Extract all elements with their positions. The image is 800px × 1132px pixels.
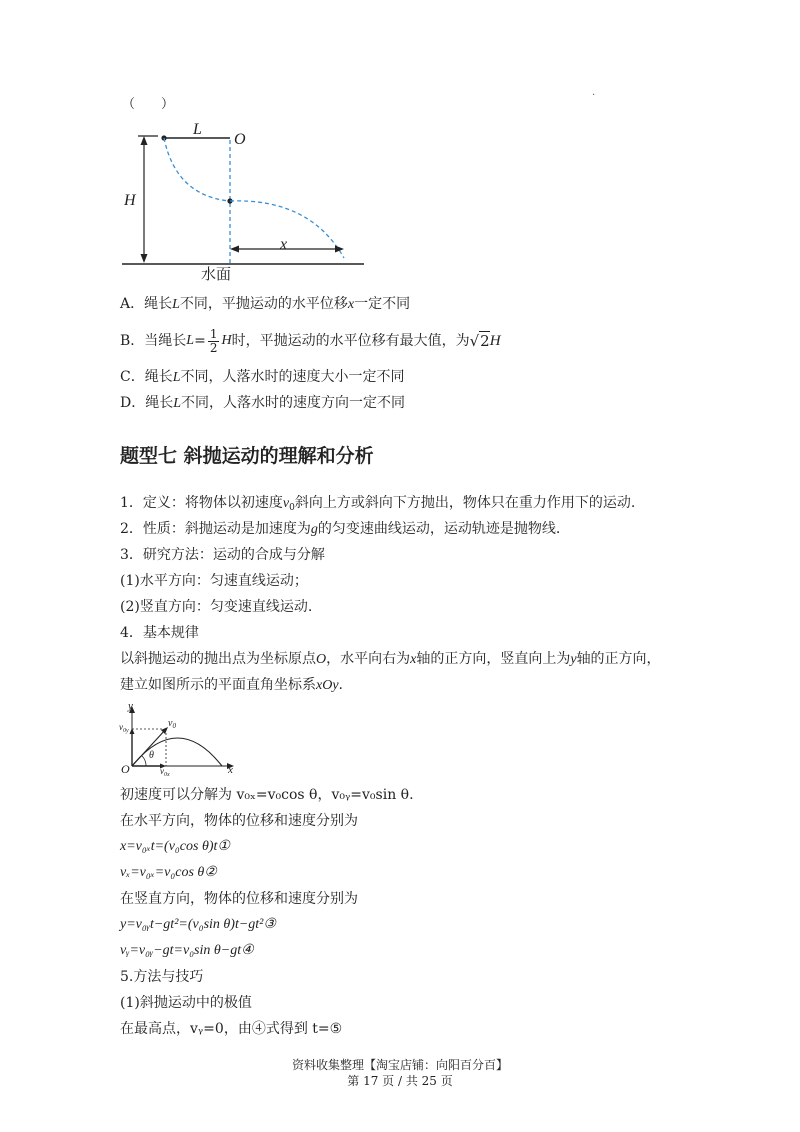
oblique-projectile-figure [118,700,240,780]
item-basic-law: 4．基本规律 [120,625,199,641]
label-H: H [124,192,136,209]
footer-source: 资料收集整理【淘宝店铺：向阳百分百】 [291,1058,508,1072]
eq-horizontal-intro: 在水平方向，物体的位移和速度分别为 [120,813,358,829]
question-bracket: （ ） [122,97,175,112]
footer-page-number: 第 17 页 / 共 25 页 [347,1074,453,1088]
swing-arc [164,138,230,201]
item-definition: 1．定义：将物体以初速度$v_0$斜向上方或斜向下方抛出，物体只在重力作用下的运动. [120,495,636,513]
pendulum-figure [118,118,378,286]
option-c: C．绳长L不同，人落水时的速度大小一定不同 [120,369,405,385]
option-b: B．当绳长 L = $\frac{1}{2}$ H 时，平抛运动的水平位移有最大值，为 √2 H [120,326,501,355]
h-arrow-up [141,136,148,145]
label-L: L [193,121,202,138]
eq-1: x=v₀ₓt=(v₀cos θ)t① [120,839,230,854]
fig2-label-x: x [228,764,233,776]
option-d: D．绳长L不同，人落水时的速度方向一定不同 [120,395,406,411]
item-vertical: (2)竖直方向：匀变速直线运动. [120,599,313,615]
item-coordinate-desc-1: 以斜抛运动的抛出点为坐标原点O，水平向右为x轴的正方向，竖直向上为y轴的正方向， [120,651,661,667]
eq-initial-decomposition: 初速度可以分解为 v₀ₓ=v₀cos θ，v₀ᵧ=v₀sin θ. [120,787,414,803]
eq-highest-point: 在最高点，vᵧ=0，由④式得到 t=⑤ [120,1021,343,1037]
subsection-extremum: (1)斜抛运动中的极值 [120,995,252,1011]
eq-3: y=v₀ᵧt−gt²=(v₀sin θ)t−gt²③ [120,917,276,932]
fig2-label-O: O [121,762,130,776]
fig2-label-y: y [128,700,133,712]
eq-4: vᵧ=v₀ᵧ−gt=v₀sin θ−gt④ [120,943,254,958]
fraction-half: $\frac{1}{2}$ [209,326,218,355]
fig2-label-v0x: $v_{0x}$ [160,766,170,778]
corner-mark: . [592,87,596,98]
fig2-label-v0: $v_0$ [168,718,176,730]
item-horizontal: (1)水平方向：匀速直线运动； [120,573,308,589]
item-property: 2．性质：斜抛运动是加速度为g的匀变速曲线运动，运动轨迹是抛物线. [120,521,561,537]
sqrt-expression: √2 [469,332,490,350]
fig2-label-v0y: $v_{0y}$ [119,722,129,734]
item-method: 3．研究方法：运动的合成与分解 [120,547,325,563]
h-arrow-down [141,254,148,263]
label-O: O [234,131,246,148]
label-x: x [280,236,288,253]
item-coordinate-desc-2: 建立如图所示的平面直角坐标系xOy. [120,677,343,693]
eq-vertical-intro: 在竖直方向，物体的位移和速度分别为 [120,891,358,907]
fig2-label-theta: θ [149,750,154,761]
eq-2: vₓ=v₀ₓ=v₀cos θ② [120,865,217,880]
section-methods: 5.方法与技巧 [120,969,204,985]
label-water: 水面 [201,265,232,283]
option-a: A．绳长L不同，平抛运动的水平位移x一定不同 [120,296,411,312]
section-title: 题型七 斜抛运动的理解和分析 [120,445,374,467]
